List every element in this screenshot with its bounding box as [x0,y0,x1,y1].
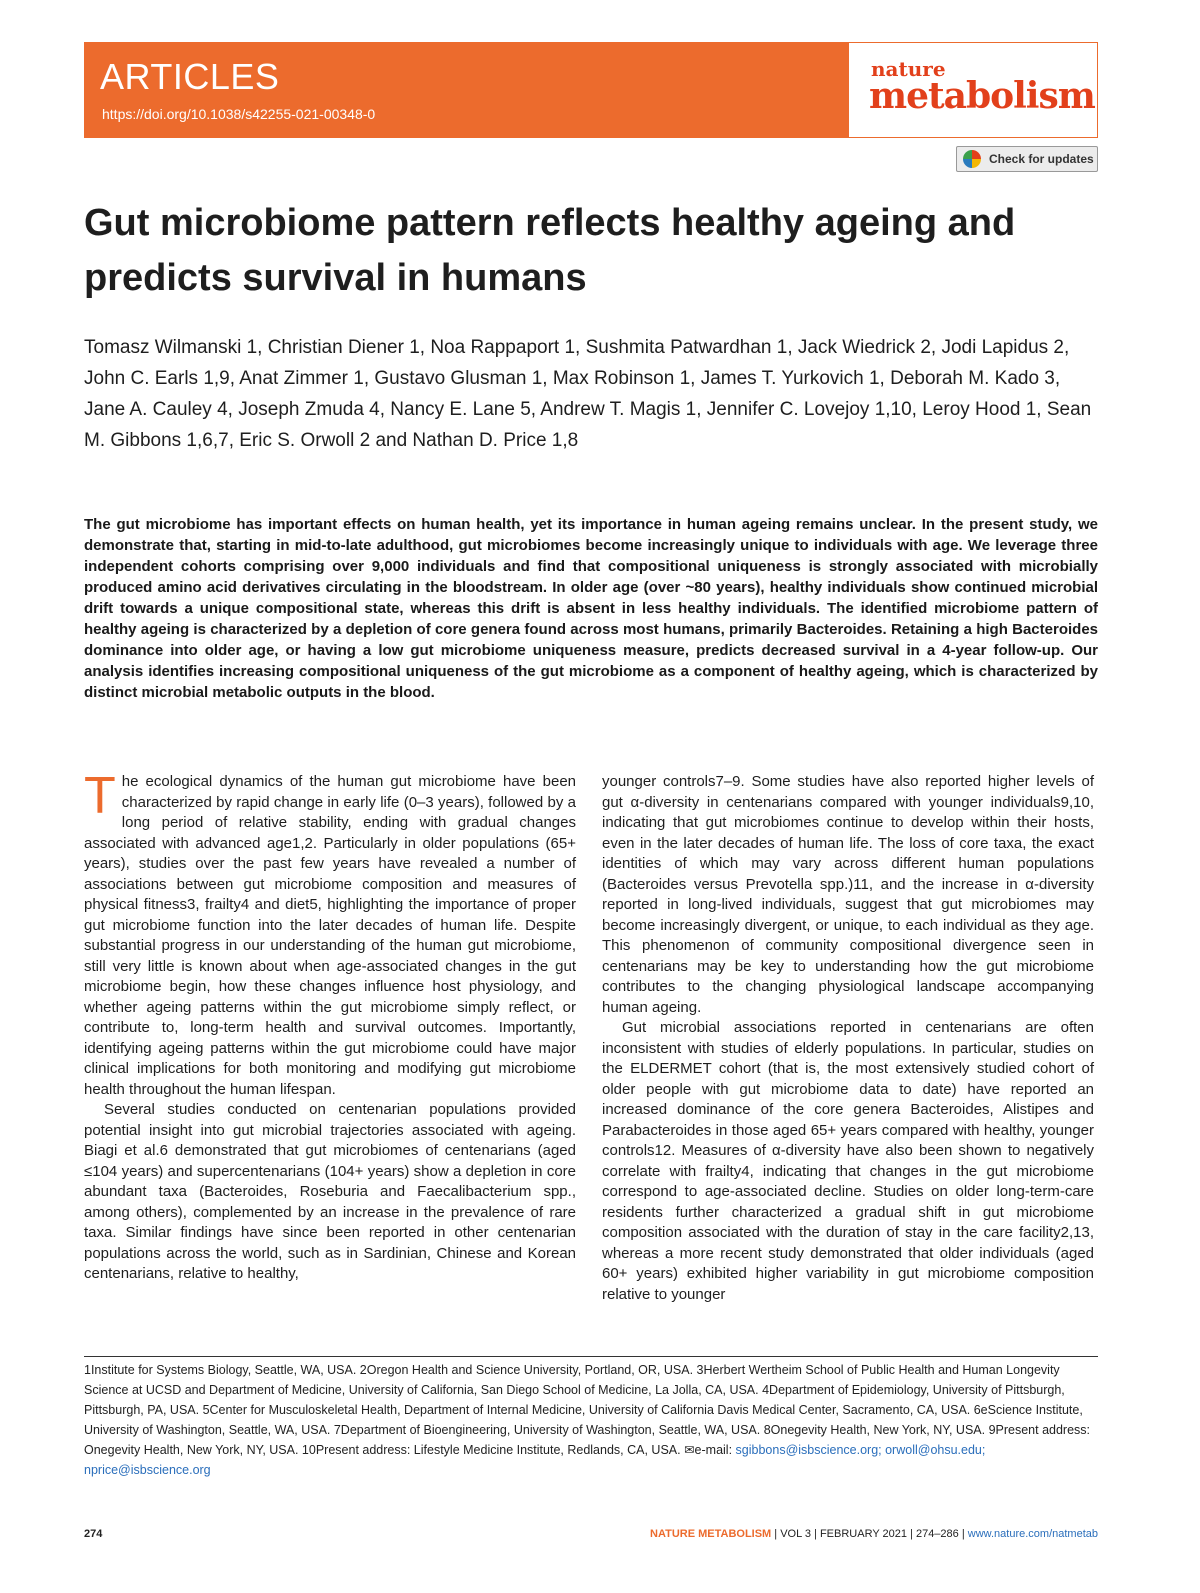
page-number: 274 [84,1528,103,1540]
logo-main-text: metabolism [869,75,1095,117]
check-for-updates-label: Check for updates [989,152,1094,166]
doi-link[interactable]: https://doi.org/10.1038/s42255-021-00348-0 [102,106,376,122]
paragraph-text: he ecological dynamics of the human gut microbiome have been characterized by rapid change in early life (0–3 years), followed by a long period of relative stability, ending with gradual changes associated with advanced age1,2. Particularly in older populations (65+ years), studies over the past few years have revealed a number of associations between gut microbiome composition and measures of physical fitness3, frailty4 and diet5, highlighting the importance of proper gut microbiome function into the later decades of human life. Despite substantial progress in our understanding of the human gut microbiome, still very little is known about when age-associated changes in the gut microbiome begin, how these changes influence host physiology, and whether ageing patterns within the gut microbiome simply reflect, or contribute to, long-term health and survival outcomes. Importantly, identifying ageing patterns within the gut microbiome could have major clinical implications for both monitoring and modifying gut microbiome health throughout the human lifespan. [84,773,576,1098]
body-paragraph [84,767,576,1100]
footer-citation [650,1528,1098,1540]
check-for-updates-button[interactable] [956,146,1098,172]
drop-cap: T [84,767,116,825]
journal-logo [848,42,1098,138]
footer-journal: NATURE METABOLISM [650,1528,772,1540]
body-paragraph: younger controls7–9. Some studies have also reported higher levels of gut α-diversity in centenarians compared with younger individuals9,10, indicating that gut microbiomes continue to develop within their hosts, even in the later decades of human life. The loss of core taxa, the exact identities of which may vary across different human populations (Bacteroides versus Prevotella spp.)11, and the increase in α-diversity reported in long-lived individuals, suggest that gut microbiomes may become increasingly divergent, or unique, to each individual as they age. This phenomenon of community compositional divergence seen in centenarians may be key to understanding how the gut microbiome contributes to the changing physiological landscape accompanying human ageing. [602,773,1094,1016]
logo-top-text: nature [871,57,946,81]
section-label: ARTICLES [100,56,280,97]
footer-details: | VOL 3 | FEBRUARY 2021 | 274–286 | [774,1528,965,1540]
footnote-divider [84,1356,1098,1357]
affiliations [84,1360,1098,1480]
abstract: The gut microbiome has important effects on human health, yet its importance in human ageing remains unclear. In the present study, we demonstrate that, starting in mid-to-late adulthood, gut microbiomes become increasingly unique to individuals with age. We leverage three independent cohorts comprising over 9,000 individuals and find that compositional uniqueness is strongly associated with microbially produced amino acid derivatives circulating in the bloodstream. In older age (over ~80 years), healthy individuals show continued microbial drift towards a unique compositional state, whereas this drift is absent in less healthy individuals. The identified microbiome pattern of healthy ageing is characterized by a depletion of core genera found across most humans, primarily Bacteroides. Retaining a high Bacteroides dominance into older age, or having a low gut microbiome uniqueness measure, predicts decreased survival in a 4-year follow-up. Our analysis identifies increasing compositional uniqueness of the gut microbiome as a component of healthy ageing, which is characterized by distinct microbial metabolic outputs in the blood. [84,516,1098,701]
crossmark-icon [963,150,981,168]
section-banner [84,42,1098,138]
email-links[interactable]: sgibbons@isbscience.org; orwoll@ohsu.edu; nprice@isbscience.org [84,1443,986,1477]
affiliations-text: 1Institute for Systems Biology, Seattle, WA, USA. 2Oregon Health and Science University, Portland, OR, USA. 3Herbert Wertheim School of Public Health and Human Longevity Science at UCSD and Department of Medicine, University of California, San Diego School of Medicine, La Jolla, CA, USA. 4Department of Epidemiology, University of Pittsburgh, Pittsburgh, PA, USA. 5Center for Musculoskeletal Health, Department of Internal Medicine, University of California Davis Medical Center, Sacramento, CA, USA. 6eScience Institute, University of Washington, Seattle, WA, USA. 7Department of Bioengineering, University of Washington, Seattle, WA, USA. 8Onegevity Health, New York, NY, USA. 9Present address: Onegevity Health, New York, NY, USA. 10Present address: Lifestyle Medicine Institute, Redlands, CA, USA. ✉e-mail: [84,1363,1091,1457]
body-column-left [84,767,576,1285]
footer-url[interactable]: www.nature.com/natmetab [967,1528,1098,1540]
article-title: Gut microbiome pattern reflects healthy ageing and predicts survival in humans [84,202,1016,299]
author-list: Tomasz Wilmanski 1, Christian Diener 1, Noa Rappaport 1, Sushmita Patwardhan 1, Jack Wiedrick 2, Jodi Lapidus 2, John C. Earls 1,9, Anat Zimmer 1, Gustavo Glusman 1, Max Robinson 1, James T. Yurkovich 1, Deborah M. Kado 3, Jane A. Cauley 4, Joseph Zmuda 4, Nancy E. Lane 5, Andrew T. Magis 1, Jennifer C. Lovejoy 1,10, Leroy Hood 1, Sean M. Gibbons 1,6,7, Eric S. Orwoll 2 and Nathan D. Price 1,8 [84,337,1092,451]
body-paragraph: Several studies conducted on centenarian populations provided potential insight into gut microbial trajectories associated with ageing. Biagi et al.6 demonstrated that gut microbiomes of centenarians (aged ≤104 years) and supercentenarians (104+ years) show a depletion in core abundant taxa (Bacteroides, Roseburia and Faecalibacterium spp., among others), complemented by an increase in the prevalence of rare taxa. Similar findings have since been reported in other centenarian populations across the world, such as in Sardinian, Chinese and Korean centenarians, relative to healthy, [84,1101,576,1282]
body-paragraph: Gut microbial associations reported in centenarians are often inconsistent with studies of elderly populations. In particular, studies on the ELDERMET cohort (that is, the most extensively studied cohort of older people with gut microbiome data to date) have reported an increased dominance of the core genera Bacteroides, Alistipes and Parabacteroides in those aged 65+ years compared with healthy, younger controls12. Measures of α-diversity have also been shown to negatively correlate with frailty4, indicating that changes in the gut microbiome correspond to age-associated decline. Studies on older long-term-care residents further characterized a gradual shift in gut microbiome composition associated with the duration of stay in the care facility2,13, whereas a more recent study demonstrated that older individuals (aged 60+ years) exhibited higher variability in gut microbiome composition relative to younger [602,1019,1094,1303]
body-column-right [602,772,1094,1305]
